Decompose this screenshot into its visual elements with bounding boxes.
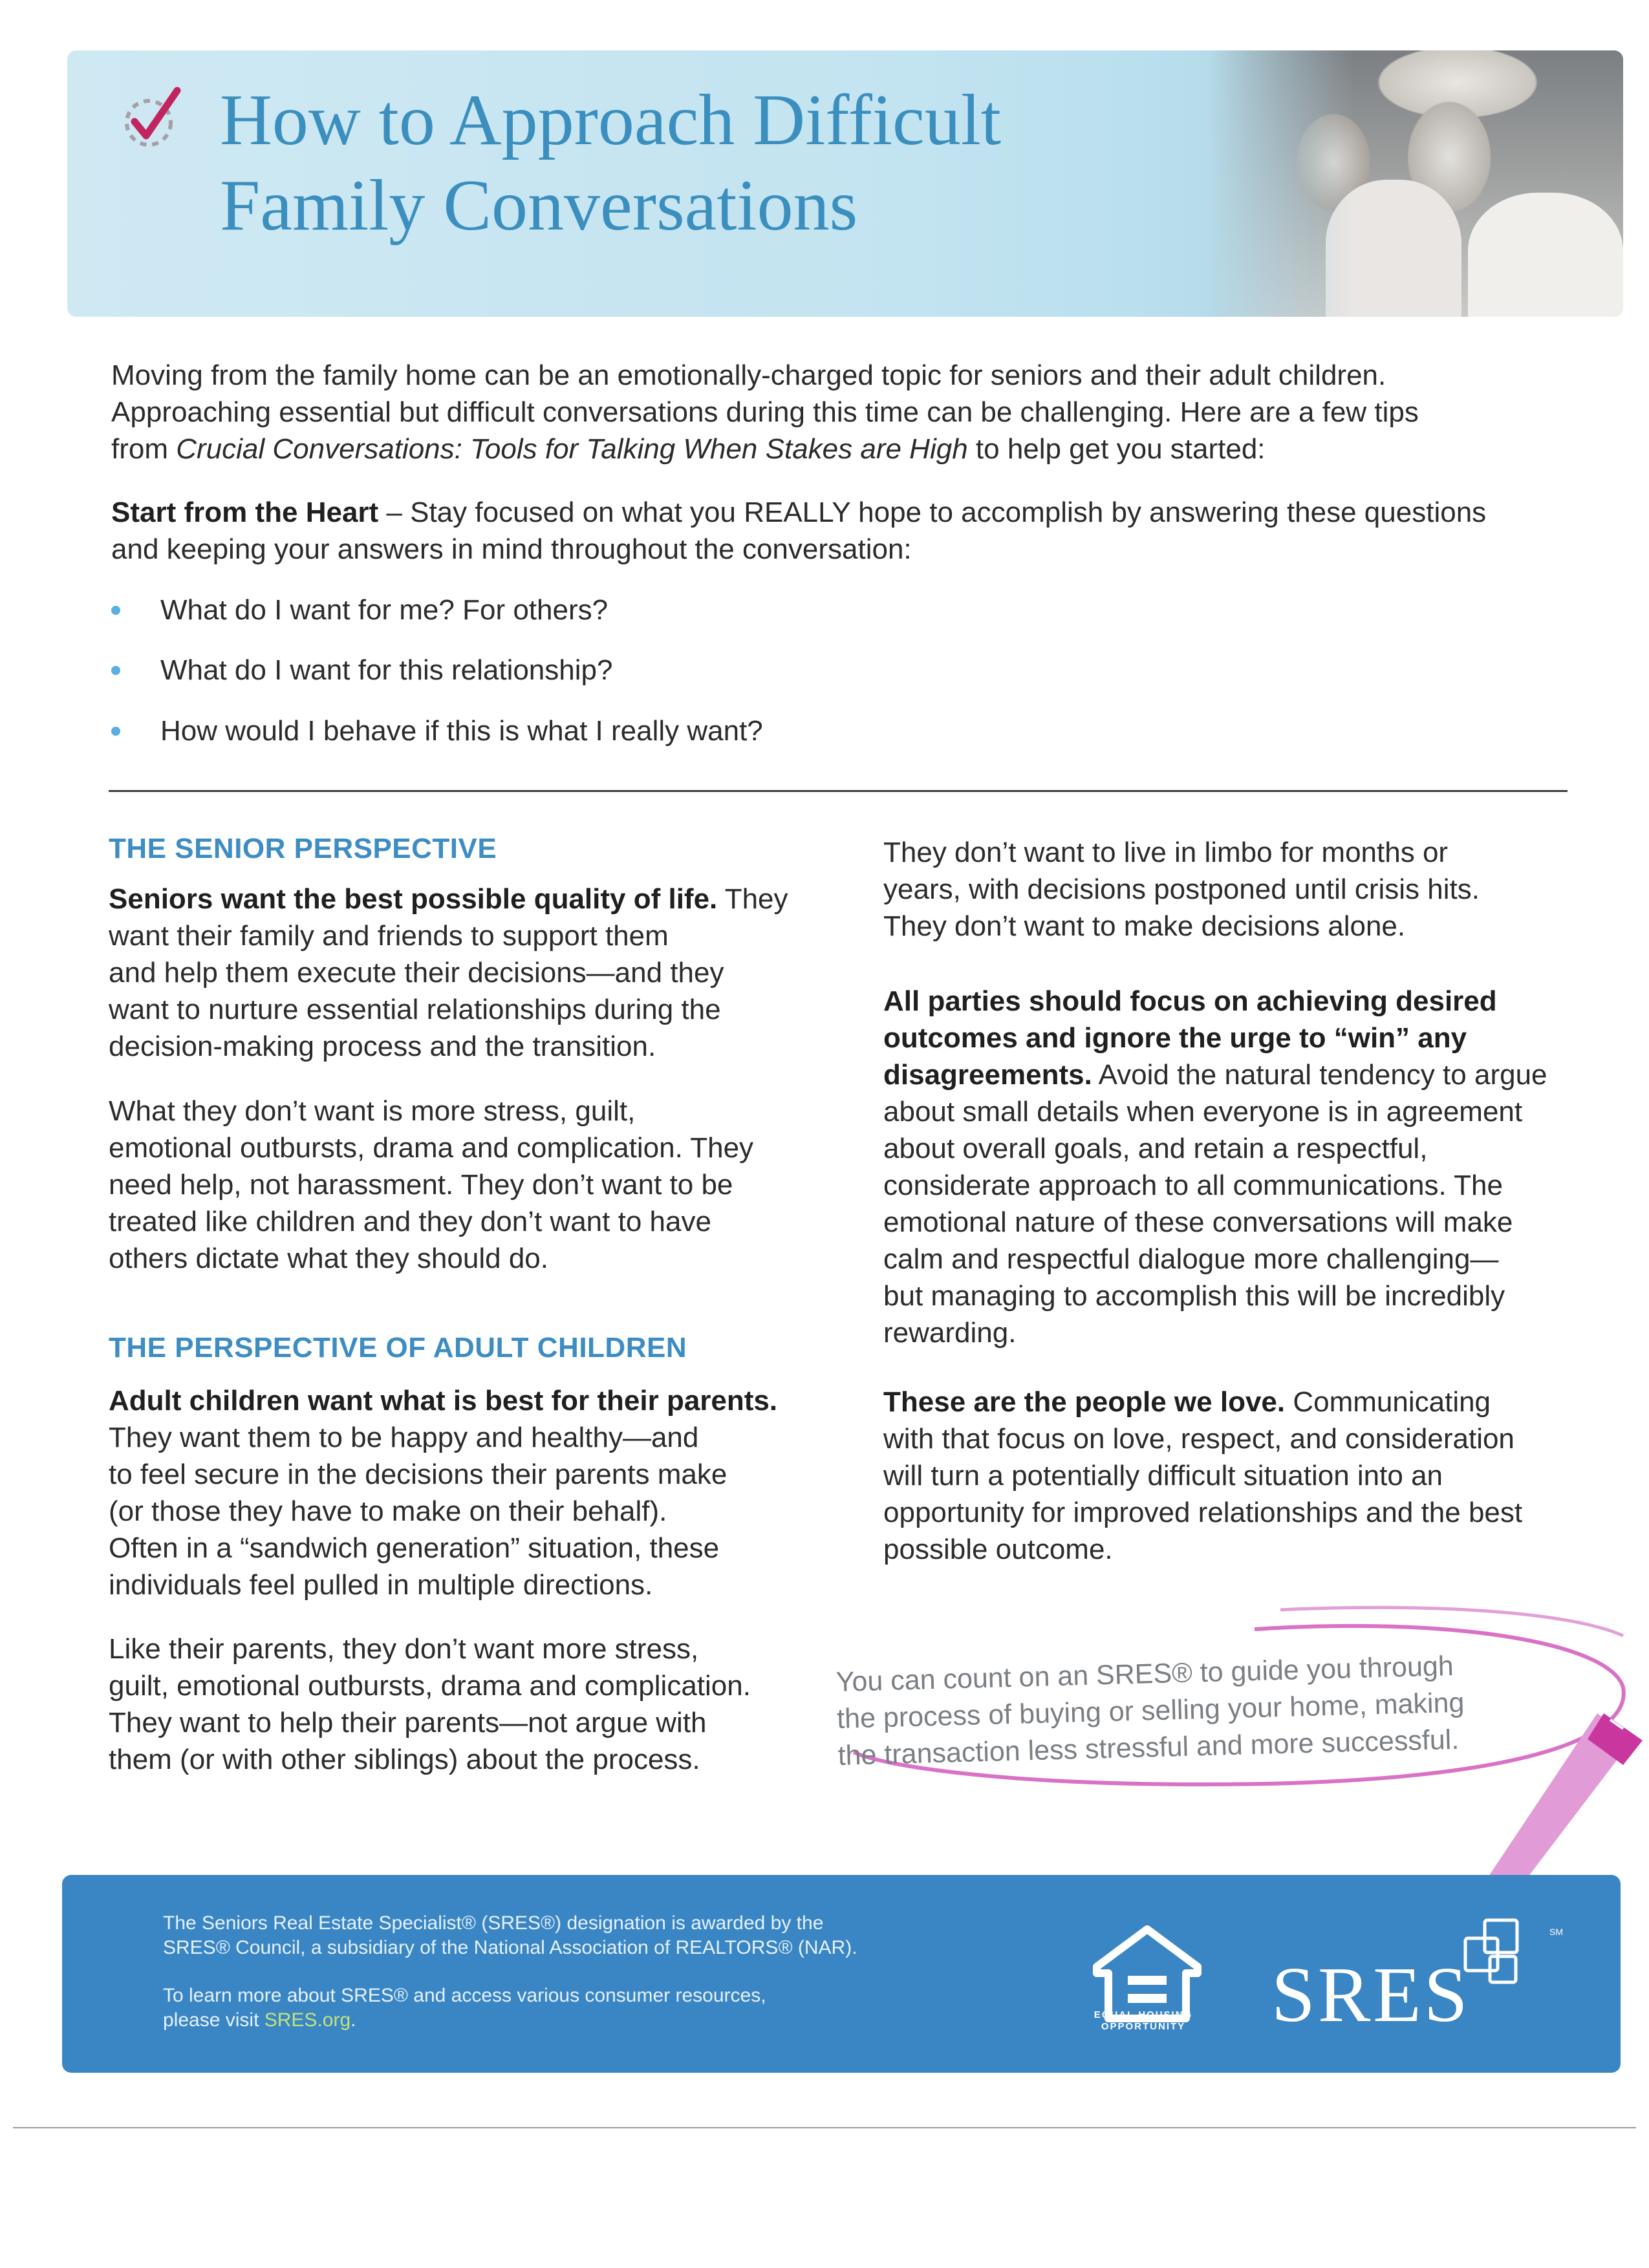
text-line [883,983,1608,1020]
adult-children-paragraph-1 [109,1382,846,1603]
sres-quote [835,1647,1511,1775]
footer-learn-more-text [163,1984,939,2033]
heart-lead: Start from the Heart [111,497,379,528]
text-line [883,1056,1608,1093]
heart-line: and keeping your answers in mind throughout the conversation: [111,533,912,565]
title-line-2: Family Conversations [220,166,858,246]
footer-band [62,1875,1621,2073]
bullet-dot-icon [111,606,120,615]
page-bottom-line [13,2127,1636,2128]
lead-text: disagreements. [883,1059,1092,1091]
text-line: years, with decisions postponed until crisis hits. [883,873,1480,905]
photo-person-right [1468,193,1623,317]
text-line: want their family and friends to support them [109,920,669,952]
senior-perspective-heading: THE SENIOR PERSPECTIVE [109,833,497,864]
sres-logo: SRES [1271,1951,1471,2038]
intro-line [111,431,1560,467]
lead-text: Seniors want the best possible quality of life. [109,883,718,915]
title-line-1: How to Approach Difficult [220,80,1001,160]
text-line: and help them execute their decisions—and they [109,957,724,989]
bullet-dot-icon [111,666,120,675]
start-from-heart-paragraph [111,494,1560,568]
text-line: emotional outbursts, drama and complication. They [109,1132,754,1164]
senior-paragraph-1 [109,881,846,1065]
text-line: Like their parents, they don’t want more stress, [109,1633,699,1665]
text-line: They want them to be happy and healthy—and [109,1422,699,1453]
text: They [717,883,788,915]
photo-person-left [1326,180,1461,317]
intro-text: to help get you started: [967,433,1266,465]
intro-text: from [111,433,177,465]
heart-line [111,494,1560,531]
text-line [883,1384,1608,1420]
footer-line [163,2008,939,2033]
text-line: What they don’t want is more stress, guilt, [109,1095,636,1127]
text-line: treated like children and they don’t want to have [109,1206,711,1237]
bullet-dot-icon [111,727,120,736]
text: Communicating [1285,1386,1491,1418]
text-line: about small details when everyone is in agreement [883,1096,1523,1128]
equal-housing-line: OPPORTUNITY [1101,2021,1186,2032]
page-title [220,78,1319,248]
bullet-text: How would I behave if this is what I really want? [160,715,763,747]
bullet-text: What do I want for this relationship? [160,654,613,686]
checkmark-icon [120,87,185,151]
text-line: about overall goals, and retain a respectful, [883,1133,1428,1164]
text-line: possible outcome. [883,1534,1113,1565]
text-line: want to nurture essential relationships during the [109,994,721,1025]
service-mark: SM [1549,1927,1563,1937]
text-line: emotional nature of these conversations will make [883,1206,1513,1238]
text-line: considerate approach to all communications. The [883,1170,1503,1201]
sres-website-link[interactable]: SRES.org [264,2009,351,2031]
bullet-text: What do I want for me? For others? [160,594,609,626]
text-line: guilt, emotional outbursts, drama and complication. [109,1670,751,1702]
intro-line: Approaching essential but difficult conversations during this time can be challenging. Here are a few tips [111,396,1419,428]
footer-text: . [350,2009,356,2031]
text-line: decision-making process and the transition. [109,1031,656,1062]
footer-line: SRES® Council, a subsidiary of the National Association of REALTORS® (NAR). [163,1937,857,1958]
text-line [883,1020,1608,1056]
quote-line: the transaction less stressful and more successful. [837,1724,1460,1771]
sres-squares-icon [1459,1916,1536,1994]
equal-housing-text [1079,2009,1208,2033]
footer-designation-text [163,1911,939,1960]
book-title: Crucial Conversations: Tools for Talking When Stakes are High [176,433,968,465]
text-line: to feel secure in the decisions their parents make [109,1459,727,1490]
heart-text: – Stay focused on what you REALLY hope to accomplish by answering these questions [378,497,1487,528]
right-paragraph-3 [883,1384,1608,1568]
text: Avoid the natural tendency to argue [1092,1059,1547,1091]
footer-text: please visit [163,2009,264,2031]
intro-paragraph [111,357,1560,467]
lead-text: outcomes and ignore the urge to “win” any [883,1022,1467,1054]
text-line: will turn a potentially difficult situation into an [883,1460,1443,1492]
equal-housing-line: EQUAL HOUSING [1094,2009,1193,2020]
quote-line: You can count on an SRES® to guide you through [835,1650,1454,1698]
senior-paragraph-2 [109,1093,846,1277]
text-line: rewarding. [883,1317,1017,1349]
intro-line: Moving from the family home can be an emotionally-charged topic for seniors and their adult children. [111,359,1386,391]
text-line: They don’t want to live in limbo for months or [883,837,1449,868]
text-line [109,1382,846,1419]
lead-text: All parties should focus on achieving desired [883,985,1497,1017]
text-line: They want to help their parents—not argue with [109,1707,707,1738]
text-line: (or those they have to make on their behalf). [109,1495,667,1527]
text-line: individuals feel pulled in multiple directions. [109,1569,653,1601]
section-divider [109,790,1568,792]
text-line [109,881,846,917]
right-paragraph-1 [883,834,1595,945]
right-paragraph-2 [883,983,1608,1351]
text-line: Often in a “sandwich generation” situation, these [109,1532,720,1564]
lead-text: Adult children want what is best for their parents. [109,1385,778,1417]
footer-line: To learn more about SRES® and access various consumer resources, [163,1985,766,2006]
text-line: with that focus on love, respect, and consideration [883,1423,1514,1455]
text-line: them (or with other siblings) about the process. [109,1744,700,1775]
adult-children-paragraph-2 [109,1631,859,1778]
lead-text: These are the people we love. [883,1386,1286,1418]
text-line: calm and respectful dialogue more challenging— [883,1243,1499,1275]
text-line: but managing to accomplish this will be incredibly [883,1280,1505,1312]
footer-line: The Seniors Real Estate Specialist® (SRES®) designation is awarded by the [163,1912,824,1934]
text-line: opportunity for improved relationships and the best [883,1497,1523,1528]
text-line: They don’t want to make decisions alone. [883,910,1406,942]
quote-line: the process of buying or selling your home, making [836,1687,1465,1735]
adult-children-heading: THE PERSPECTIVE OF ADULT CHILDREN [109,1332,687,1364]
text-line: others dictate what they should do. [109,1243,548,1274]
text-line: need help, not harassment. They don’t want to be [109,1169,733,1201]
